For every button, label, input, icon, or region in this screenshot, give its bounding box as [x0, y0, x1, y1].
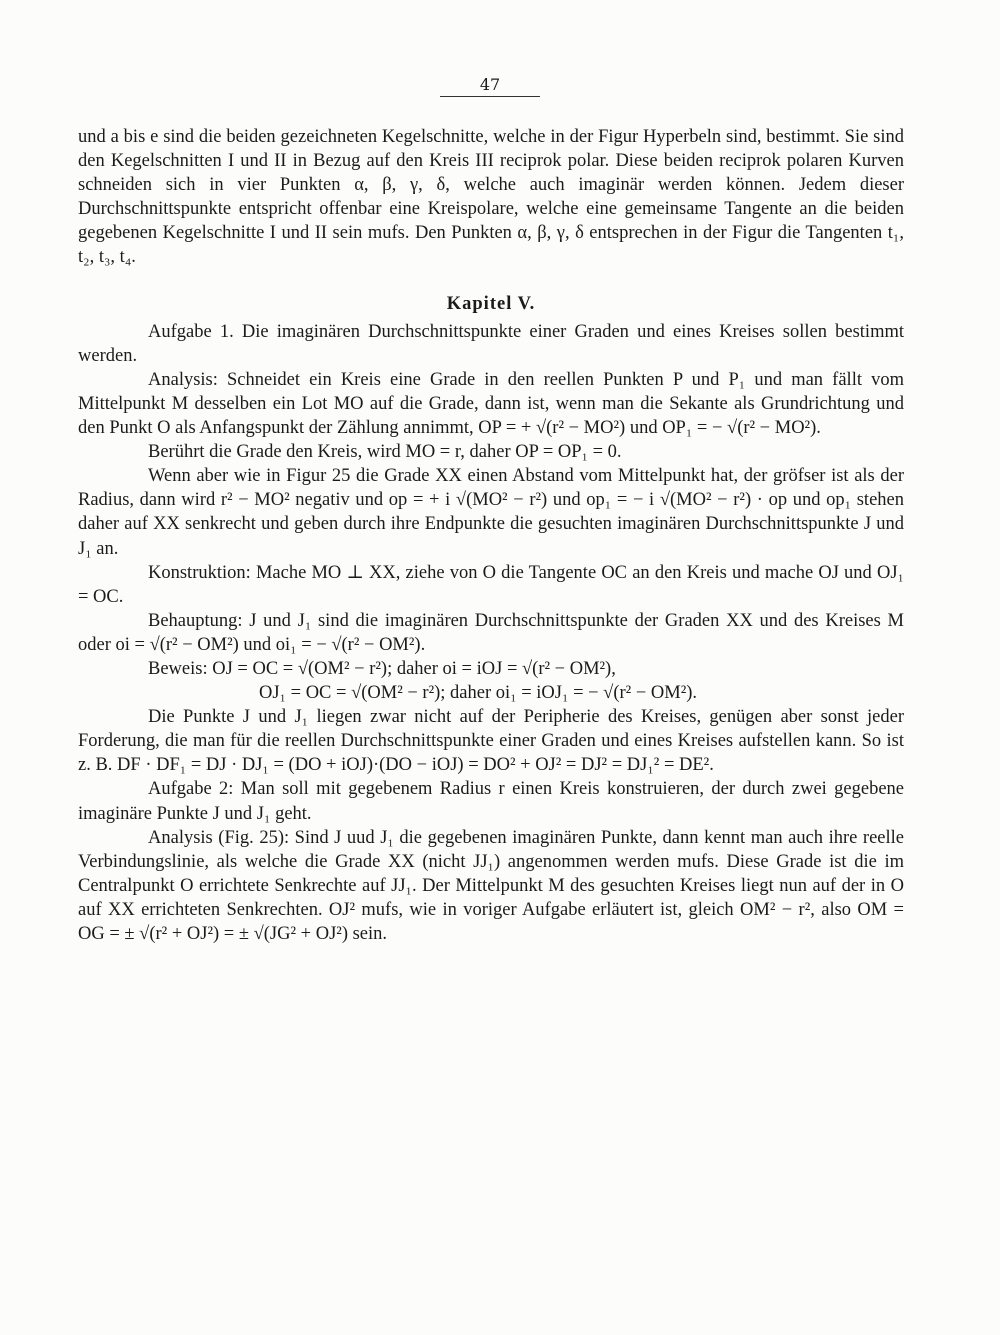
paragraph-analysis-2: Analysis (Fig. 25): Sind J uud J₁ die gegebenen imaginären Punkte, dann kennt man auch ihre reelle Verbindungslinie, als welche die Grade XX (nicht JJ₁) angenommen werden mufs. Diese Grade ist die im Centralpunkt O errichtete Senkrechte auf JJ₁. Der Mittelpunkt M des gesuchten Kreises liegt nun auf der in O auf XX errichteten Senkrechten. OJ² mufs, wie in voriger Aufgabe erläutert ist, gleich OM² − r², also OM = OG = ± √(r² + OJ²) = ± √(JG² + OJ²) sein.: [78, 827, 904, 944]
page-body: [78, 125, 904, 946]
paragraph-aufgabe-2: Aufgabe 2: Man soll mit gegebenem Radius r einen Kreis konstruieren, der durch zwei gegebene imaginäre Punkte J und J₁ geht.: [78, 779, 904, 824]
paragraph-aufgabe-1: Aufgabe 1. Die imaginären Durchschnittspunkte einer Graden und eines Kreises sollen bestimmt werden.: [78, 321, 904, 366]
paragraph-punkte: Die Punkte J und J₁ liegen zwar nicht auf der Peripherie des Kreises, genügen aber sonst jeder Forderung, die man für die reellen Durchschnittspunkte einer Graden und eines Kreises aufstellen kann. So ist z. B. DF · DF₁ = DJ · DJ₁ = (DO + iOJ)·(DO − iOJ) = DO² + OJ² = DJ² = DJ₁² = DE².: [78, 707, 904, 776]
paragraph-behauptung: Behauptung: J und J₁ sind die imaginären Durchschnittspunkte der Graden XX und des Kreises M oder oi = √(r² − OM²) und oi₁ = − √(r² − OM²).: [78, 610, 904, 655]
page-number: 47: [440, 75, 540, 97]
paragraph-beweis-line-1: Beweis: OJ = OC = √(OM² − r²); daher oi = iOJ = √(r² − OM²),: [148, 658, 616, 679]
paragraph-analysis-1: Analysis: Schneidet ein Kreis eine Grade in den reellen Punkten P und P₁ und man fällt vom Mittelpunkt M desselben ein Lot MO auf die Grade, dann ist, wenn man die Sekante als Grundrichtung und den Punkt O als Anfangspunkt der Zählung annimmt, OP = + √(r² − MO²) und OP₁ = − √(r² − MO²).: [78, 369, 904, 439]
paragraph-konstruktion: Konstruktion: Mache MO ⊥ XX, ziehe von O die Tangente OC an den Kreis und mache OJ und OJ₁ = OC.: [78, 562, 904, 607]
paragraph-wenn: Wenn aber wie in Figur 25 die Grade XX einen Abstand vom Mittelpunkt hat, der gröfser ist als der Radius, dann wird r² − MO² negativ und op = + i √(MO² − r²) und op₁ = − i √(MO² − r²) · op und op₁ stehen daher auf XX senkrecht und geben durch ihre Endpunkte die gesuchten imaginären Durchschnittspunkte J und J₁ an.: [78, 466, 904, 559]
chapter-heading: Kapitel V.: [446, 293, 536, 314]
paragraph-intro: und a bis e sind die beiden gezeichneten Kegelschnitte, welche in der Figur Hyperbeln sind, bestimmt. Sie sind den Kegelschnitten I und II in Bezug auf den Kreis III reciprok polar. Diese beiden reciprok polaren Kurven schneiden sich in vier Punkten α, β, γ, δ, welche auch imaginär werden können. Jedem dieser Durchschnittspunkte entspricht offenbar eine Kreispolare, welche eine gemeinsame Tangente an die beiden gegebenen Kegelschnitte I und II sein mufs. Den Punkten α, β, γ, δ entsprechen in der Figur die Tangenten t₁, t₂, t₃, t₄.: [78, 127, 904, 268]
paragraph-beweis-line-2: OJ₁ = OC = √(OM² − r²); daher oi₁ = iOJ₁ = − √(r² − OM²).: [259, 683, 698, 704]
paragraph-beruehrt: Berührt die Grade den Kreis, wird MO = r, daher OP = OP₁ = 0.: [148, 442, 622, 463]
